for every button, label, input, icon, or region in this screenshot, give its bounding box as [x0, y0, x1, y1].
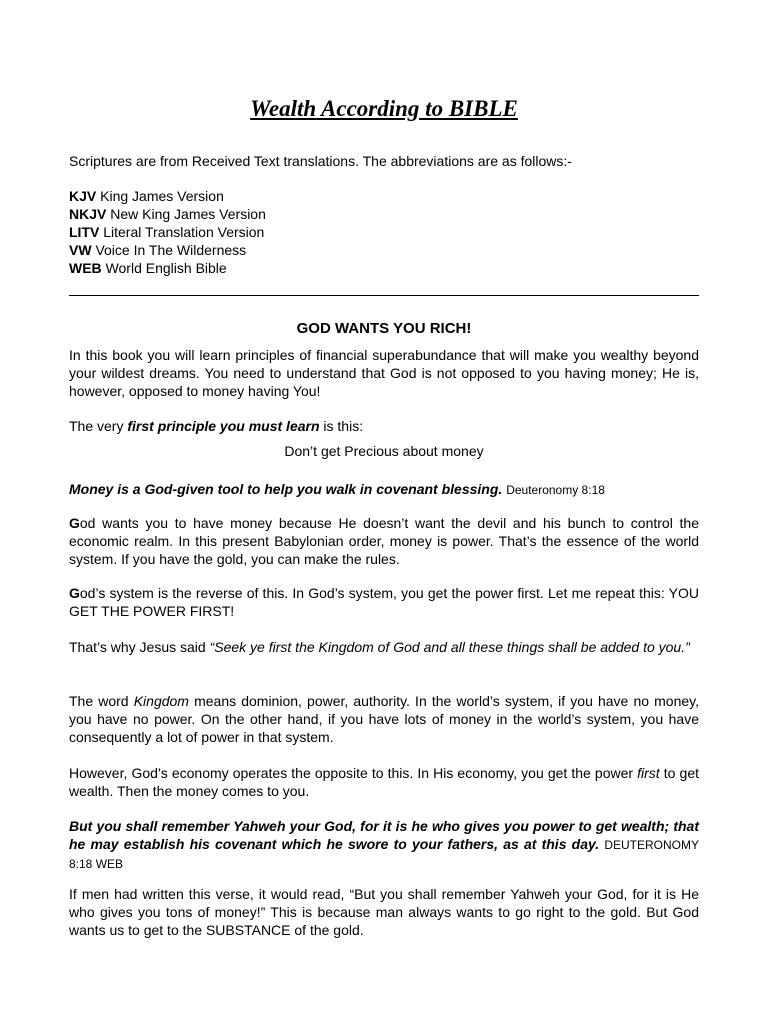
paragraph-gods-system [69, 584, 699, 620]
text-run: od wants you to have money because He doesn’t want the devil and his bunch to control the economic realm. In this present Babylonian order, money is power. That’s the essence of the world system. If you have the gold, you can make the rules. [69, 515, 699, 567]
abbreviation-code: KJV [69, 188, 97, 204]
abbreviation-name: Literal Translation Version [103, 224, 265, 240]
text-run: That’s why Jesus said [69, 639, 210, 655]
initial-letter: G [69, 585, 80, 601]
paragraph-if-men: If men had written this verse, it would read, “But you shall remember Yahweh your God, for it is He who gives you tons of money!” This is because man always wants to go right to the gold. But God wants us to get to the SUBSTANCE of the gold. [69, 886, 699, 938]
text-run: means dominion, power, authority. In the world’s system, if you have no money, you have no power. On the other hand, if you have lots of money in the world’s system, you have consequently a lot of power in that system. [69, 693, 700, 745]
section-divider [69, 295, 699, 296]
list-item [69, 223, 266, 241]
emphasis-text: But you shall remember Yahweh your God, for it is he who gives you power to get wealth; that he may establish his covenant which he swore to your fathers, as at this day. [69, 818, 699, 852]
text-run: od’s system is the reverse of this. In God’s system, you get the power first. Let me repeat this: YOU GET THE POWER FIRST! [69, 585, 699, 619]
scripture-reference: DEUTERONOMY 8:18 WEB [69, 838, 700, 871]
intro-text: Scriptures are from Received Text translations. The abbreviations are as follows:- [69, 153, 572, 169]
text-run: However, God’s economy operates the opposite to this. In His economy, you get the power [69, 765, 638, 781]
paragraph-money-tool [69, 480, 699, 499]
section-heading: GOD WANTS YOU RICH! [296, 320, 472, 337]
scripture-reference: Deuteronomy 8:18 [506, 483, 605, 497]
paragraph-jesus-said [69, 638, 699, 656]
abbreviation-name: New King James Version [110, 206, 266, 222]
list-item [69, 205, 266, 223]
paragraph-god-wants [69, 514, 699, 568]
text-run: The word [69, 693, 134, 709]
paragraph-intro: In this book you will learn principles of financial superabundance that will make you wealthy beyond your wildest dreams. You need to understand that God is not opposed to you having money; He is, however, opposed to money having You! [69, 347, 699, 399]
text-run: The very [69, 418, 128, 434]
principle-quote: Don’t get Precious about money [284, 443, 484, 459]
abbreviation-list [69, 187, 266, 277]
document-title: Wealth According to BIBLE [250, 96, 518, 121]
emphasis-text: first principle you must learn [127, 418, 320, 434]
list-item [69, 241, 266, 259]
paragraph-gods-economy [69, 764, 699, 800]
abbreviation-code: LITV [69, 224, 100, 240]
paragraph-kingdom [69, 692, 699, 746]
paragraph-first-principle [69, 417, 699, 435]
abbreviation-name: World English Bible [105, 260, 227, 276]
emphasis-text: first [637, 765, 660, 781]
abbreviation-name: Voice In The Wilderness [95, 242, 247, 258]
abbreviation-code: WEB [69, 260, 102, 276]
list-item [69, 259, 266, 277]
text-run: to get wealth. Then the money comes to you. [69, 765, 699, 799]
abbreviation-code: NKJV [69, 206, 107, 222]
abbreviation-code: VW [69, 242, 92, 258]
paragraph-verse [69, 817, 699, 873]
abbreviation-name: King James Version [100, 188, 224, 204]
list-item [69, 187, 266, 205]
initial-letter: G [69, 515, 80, 531]
emphasis-text: Money is a God-given tool to help you walk in covenant blessing. [69, 481, 503, 497]
emphasis-text: Kingdom [133, 693, 189, 709]
quote-text: “Seek ye first the Kingdom of God and all these things shall be added to you.” [209, 639, 690, 655]
text-run: is this: [319, 418, 364, 434]
